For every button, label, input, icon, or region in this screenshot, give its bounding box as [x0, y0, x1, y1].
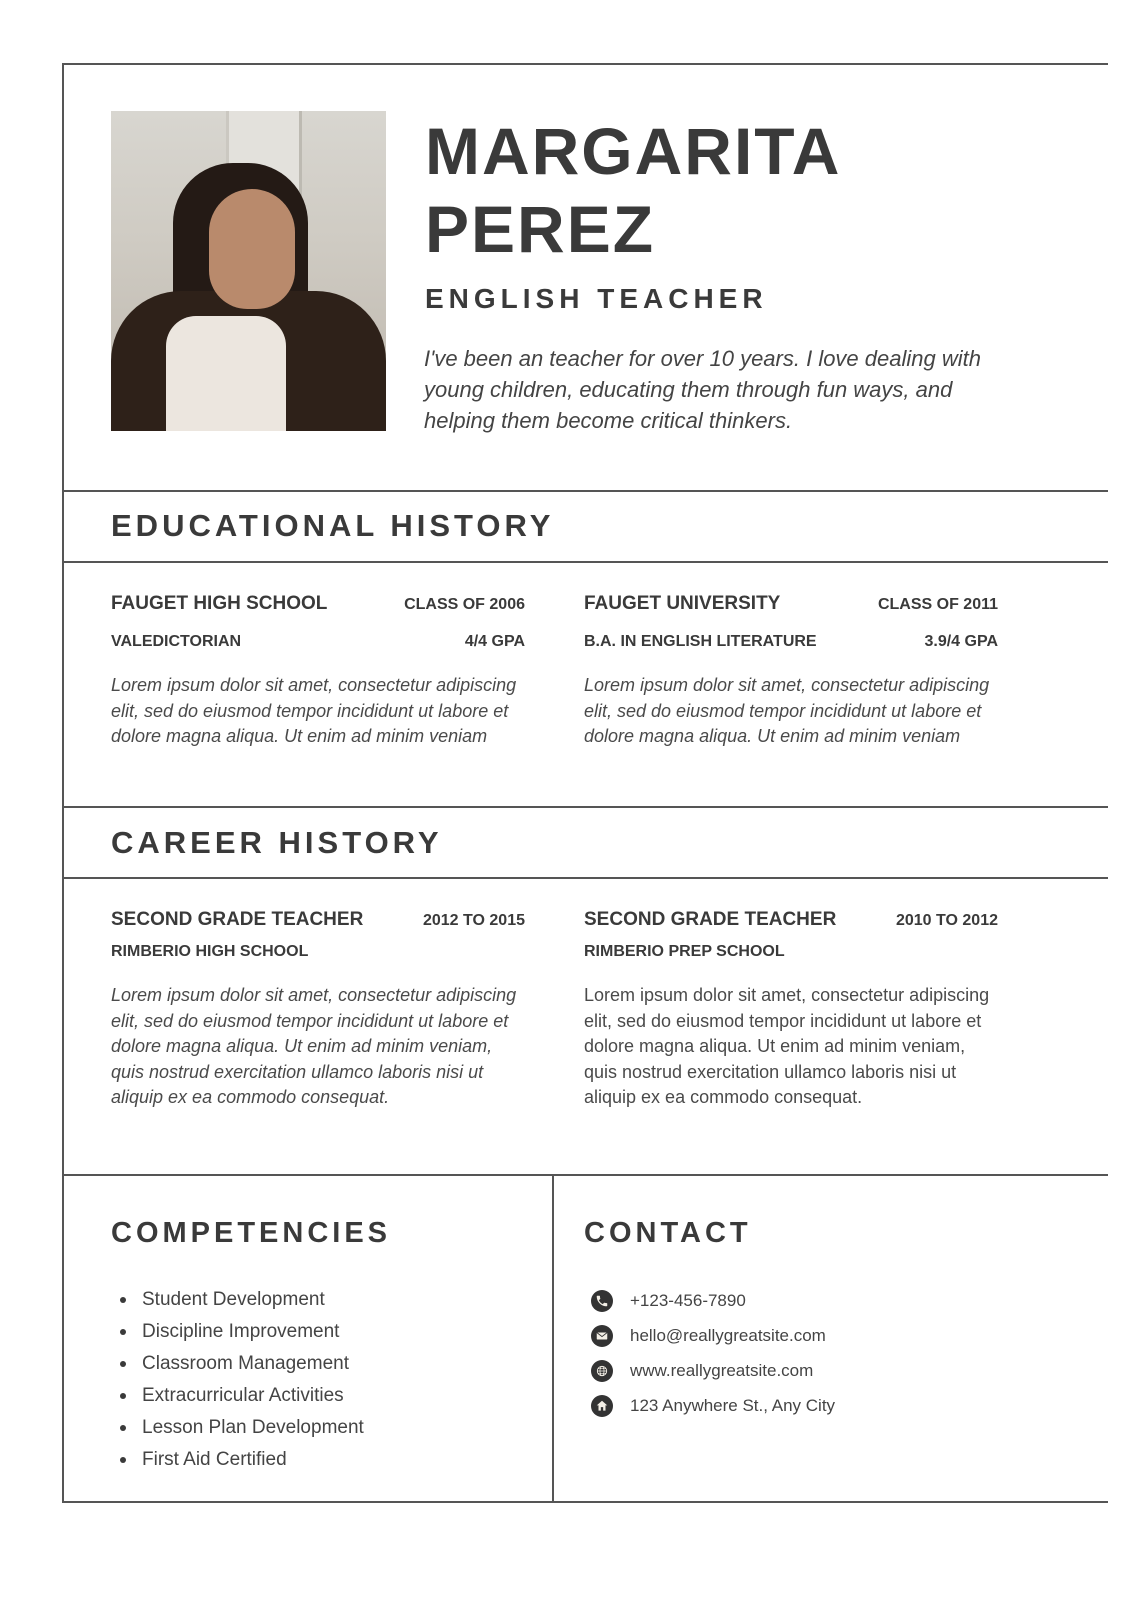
description: Lorem ipsum dolor sit amet, consectetur adipiscing elit, sed do eiusmod tempor incididunt ut labore et dolore magna aliqua. Ut enim ad minim veniam, quis nostrud exercitation ullamco laboris nisi ut aliquip ex ea commodo consequat.: [111, 985, 517, 1107]
list-item: First Aid Certified: [120, 1444, 364, 1476]
profile-summary: I've been an teacher for over 10 years. I love dealing with young children, educating them through fun ways, and helping them become critical thinkers.: [424, 346, 981, 433]
divider: [62, 561, 1108, 563]
divider: [62, 877, 1108, 879]
education-entry: [111, 593, 525, 750]
contact-email: [591, 1318, 835, 1353]
home-icon: [591, 1395, 613, 1417]
divider: [62, 1174, 1108, 1176]
role: SECOND GRADE TEACHER: [111, 909, 364, 930]
bullet-icon: [120, 1425, 126, 1431]
bullet-icon: [120, 1329, 126, 1335]
email-icon: [591, 1325, 613, 1347]
contact-heading: CONTACT: [584, 1217, 752, 1249]
description: Lorem ipsum dolor sit amet, consectetur adipiscing elit, sed do eiusmod tempor incididunt ut labore et dolore magna aliqua. Ut enim ad minim veniam: [111, 675, 517, 746]
list-item: Discipline Improvement: [120, 1316, 364, 1348]
period: CLASS OF 2011: [877, 596, 998, 613]
education-entry: [584, 593, 998, 750]
phone-number: +123-456-7890: [630, 1290, 746, 1310]
description: Lorem ipsum dolor sit amet, consectetur adipiscing elit, sed do eiusmod tempor incididunt ut labore et dolore magna aliqua. Ut enim ad minim veniam: [584, 675, 990, 746]
email-address: hello@reallygreatsite.com: [630, 1325, 826, 1345]
institution: FAUGET UNIVERSITY: [584, 593, 781, 614]
gpa: 3.9/4 GPA: [924, 633, 998, 650]
career-entry: [584, 909, 998, 1111]
bullet-icon: [120, 1457, 126, 1463]
competencies-heading: COMPETENCIES: [111, 1217, 392, 1249]
last-name: PEREZ: [425, 192, 656, 266]
employer: RIMBERIO HIGH SCHOOL: [111, 943, 309, 960]
list-item: Extracurricular Activities: [120, 1380, 364, 1412]
distinction: B.A. IN ENGLISH LITERATURE: [584, 633, 817, 650]
list-item: Lesson Plan Development: [120, 1412, 364, 1444]
distinction: VALEDICTORIAN: [111, 633, 242, 650]
bullet-icon: [120, 1393, 126, 1399]
contact-list: [591, 1283, 835, 1423]
bullet-icon: [120, 1297, 126, 1303]
job-title: ENGLISH TEACHER: [425, 283, 768, 314]
employer: RIMBERIO PREP SCHOOL: [584, 943, 785, 960]
divider: [62, 490, 1108, 492]
globe-icon: [591, 1360, 613, 1382]
education-heading: EDUCATIONAL HISTORY: [111, 508, 555, 543]
institution: FAUGET HIGH SCHOOL: [111, 593, 328, 614]
candidate-name: [425, 112, 841, 268]
divider: [62, 806, 1108, 808]
period: 2012 TO 2015: [422, 912, 525, 929]
role: SECOND GRADE TEACHER: [584, 909, 837, 930]
street-address: 123 Anywhere St., Any City: [630, 1395, 836, 1415]
list-item: Classroom Management: [120, 1348, 364, 1380]
first-name: MARGARITA: [425, 114, 842, 188]
competencies-list: [120, 1284, 364, 1476]
gpa: 4/4 GPA: [464, 633, 525, 650]
contact-address: [591, 1388, 835, 1423]
list-item: Student Development: [120, 1284, 364, 1316]
contact-phone: [591, 1283, 835, 1318]
period: 2010 TO 2012: [895, 912, 998, 929]
career-heading: CAREER HISTORY: [111, 825, 443, 860]
period: CLASS OF 2006: [404, 596, 525, 613]
contact-website: [591, 1353, 835, 1388]
phone-icon: [591, 1290, 613, 1312]
website-url: www.reallygreatsite.com: [630, 1360, 814, 1380]
column-divider: [552, 1175, 554, 1503]
bullet-icon: [120, 1361, 126, 1367]
career-entry: [111, 909, 525, 1111]
description: Lorem ipsum dolor sit amet, consectetur adipiscing elit, sed do eiusmod tempor incididunt ut labore et dolore magna aliqua. Ut enim ad minim veniam, quis nostrud exercitation ullamco laboris nisi ut aliquip ex ea commodo consequat.: [584, 985, 990, 1107]
profile-photo: [111, 111, 386, 431]
